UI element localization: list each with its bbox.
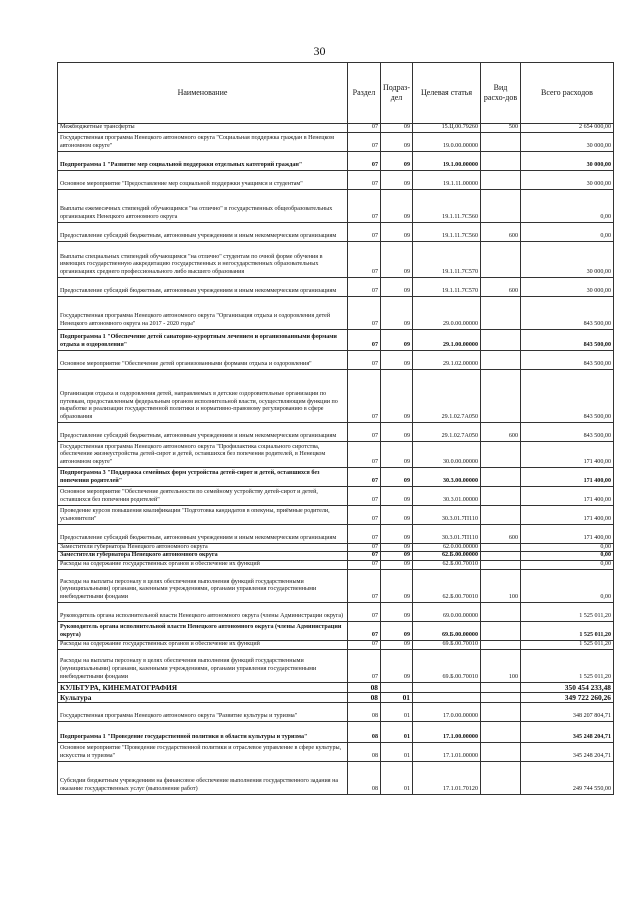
row-kind: 600 [481,277,521,296]
row-subsection: 09 [381,241,413,277]
row-target: 17.1.00.00000 [413,721,481,742]
row-kind [481,369,521,422]
row-target [413,692,481,702]
row-section: 08 [348,721,381,742]
row-target: 17.0.00.00000 [413,702,481,721]
row-section: 07 [348,132,381,151]
row-amount: 171 400,00 [521,441,614,467]
row-amount: 30 000,00 [521,132,614,151]
table-row [58,124,614,133]
table-row [58,222,614,241]
row-target: 69.0.00.00000 [413,602,481,621]
row-section: 08 [348,702,381,721]
table-row [58,721,614,742]
row-subsection: 09 [381,124,413,133]
table-row [58,277,614,296]
row-section: 07 [348,277,381,296]
row-subsection: 09 [381,151,413,170]
row-target [413,682,481,692]
row-amount: 1 525 011,20 [521,602,614,621]
row-amount: 1 525 011,20 [521,649,614,682]
row-subsection: 09 [381,602,413,621]
row-amount: 348 207 804,71 [521,702,614,721]
row-name: Проведение курсов повышения квалификации "Подготовка кандидатов в опекуны, приёмные родители, усыновители" [58,505,348,524]
row-amount: 843 500,00 [521,296,614,329]
row-name: Межбюджетные трансферты [58,124,348,133]
row-name: Государственная программа Ненецкого автономного округа "Организация отдыха и оздоровления детей Ненецкого автономного округа на 2017 - 2020 годы" [58,296,348,329]
row-section: 07 [348,222,381,241]
row-name: Подпрограмма 1 "Обеспечение детей санаторно-курортным лечением и организованными формами отдыха и оздоровления" [58,329,348,350]
row-name: Предоставление субсидий бюджетным, автономным учреждениям и иным некоммерческим организациям [58,422,348,441]
row-subsection: 01 [381,702,413,721]
row-section: 07 [348,124,381,133]
row-subsection: 01 [381,742,413,761]
row-kind [481,329,521,350]
table-row [58,189,614,222]
row-subsection: 09 [381,561,413,570]
row-kind [481,170,521,189]
header-section: Раздел [348,63,381,124]
row-name: Подпрограмма 3 "Поддержка семейных форм устройства детей-сирот и детей, оставшихся без попечения родителей" [58,467,348,486]
row-target: 69.Б.00.70010 [413,640,481,649]
row-amount: 171 400,00 [521,505,614,524]
row-subsection: 09 [381,350,413,369]
table-row [58,296,614,329]
row-amount: 30 000,00 [521,170,614,189]
header-target: Целевая статья [413,63,481,124]
row-amount: 0,00 [521,569,614,602]
row-subsection: 09 [381,296,413,329]
table-row [58,467,614,486]
row-kind [481,682,521,692]
table-header-row [58,63,614,124]
row-amount: 843 500,00 [521,422,614,441]
row-kind [481,296,521,329]
row-name: Заместители губернатора Ненецкого автономного округа [58,543,348,552]
row-target: 29.1.02.7А050 [413,422,481,441]
row-amount: 171 400,00 [521,467,614,486]
row-kind [481,702,521,721]
row-target: 19.1.11.7С570 [413,241,481,277]
row-name: Предоставление субсидий бюджетным, автономным учреждениям и иным некоммерческим организациям [58,277,348,296]
row-target: 19.1.11.7С560 [413,189,481,222]
table-row [58,132,614,151]
row-section: 07 [348,329,381,350]
row-subsection: 09 [381,524,413,543]
row-subsection: 09 [381,569,413,602]
row-target: 29.1.02.00000 [413,350,481,369]
row-amount: 0,00 [521,552,614,561]
row-subsection: 09 [381,369,413,422]
row-subsection: 09 [381,170,413,189]
row-kind: 500 [481,124,521,133]
row-kind [481,486,521,505]
row-name: Основное мероприятие "Обеспечение деятельности по семейному устройству детей-сирот и детей, оставшихся без попечения родителей" [58,486,348,505]
row-name: Государственная программа Ненецкого автономного округа "Развитие культуры и туризма" [58,702,348,721]
row-kind [481,467,521,486]
row-subsection: 01 [381,692,413,702]
row-name: Государственная программа Ненецкого автономного округа "Социальная поддержка граждан в Ненецком автономном округе" [58,132,348,151]
row-section: 07 [348,543,381,552]
row-subsection: 09 [381,277,413,296]
table-row [58,761,614,794]
table-row [58,561,614,570]
table-row [58,543,614,552]
row-subsection [381,682,413,692]
table-row [58,369,614,422]
row-amount: 171 400,00 [521,486,614,505]
row-target: 62.0.00.00000 [413,543,481,552]
row-kind [481,241,521,277]
row-target: 17.1.01.70120 [413,761,481,794]
row-section: 07 [348,422,381,441]
row-section: 07 [348,640,381,649]
row-name: Расходы на выплаты персоналу в целях обеспечения выполнения функций государственными (муниципальными) органами, казенными учреждениями, органами управления государственными внебюджетными фондами [58,569,348,602]
row-kind [481,621,521,640]
row-name: КУЛЬТУРА, КИНЕМАТОГРАФИЯ [58,682,348,692]
row-kind [481,552,521,561]
row-kind [481,602,521,621]
table-row [58,441,614,467]
row-kind [481,350,521,369]
row-kind [481,742,521,761]
row-kind [481,189,521,222]
row-name: Субсидии бюджетным учреждениям на финансовое обеспечение выполнения государственного задания на оказание государственных услуг (выполнение работ) [58,761,348,794]
row-kind: 600 [481,422,521,441]
row-subsection: 09 [381,649,413,682]
row-subsection: 09 [381,441,413,467]
row-target: 30.3.01.7П110 [413,505,481,524]
row-amount: 843 500,00 [521,369,614,422]
row-name: Подпрограмма 1 "Развитие мер социальной поддержки отдельных категорий граждан" [58,151,348,170]
row-amount: 2 654 000,00 [521,124,614,133]
table-row [58,640,614,649]
row-amount: 843 500,00 [521,329,614,350]
row-subsection: 09 [381,486,413,505]
row-name: Выплаты специальных стипендий обучающимся "на отлично" студентам по очной форме обучения в имеющих государственную аккредитацию государственных и негосударственных образовательных организациях среднего профессионального либо высшего образования [58,241,348,277]
row-target: 17.1.01.00000 [413,742,481,761]
row-section: 07 [348,649,381,682]
table-row [58,170,614,189]
row-target: 19.1.11.7С570 [413,277,481,296]
row-section: 07 [348,524,381,543]
expenditure-table [57,62,614,795]
row-name: Выплаты ежемесячных стипендий обучающимся "на отлично" в государственных общеобразовательных организациях Ненецкого автономного округа [58,189,348,222]
row-kind [481,692,521,702]
row-kind: 100 [481,649,521,682]
row-kind: 100 [481,569,521,602]
table-row [58,486,614,505]
row-section: 07 [348,621,381,640]
row-name: Предоставление субсидий бюджетным, автономным учреждениям и иным некоммерческим организациям [58,524,348,543]
row-name: Заместители губернатора Ненецкого автономного округа [58,552,348,561]
row-section: 07 [348,486,381,505]
header-name: Наименование [58,63,348,124]
row-subsection: 09 [381,505,413,524]
table-row [58,682,614,692]
row-section: 07 [348,561,381,570]
row-amount: 349 722 260,26 [521,692,614,702]
row-amount: 0,00 [521,561,614,570]
row-amount: 30 000,00 [521,241,614,277]
row-target: 62.Б.00.70010 [413,561,481,570]
table-row [58,621,614,640]
row-name: Основное мероприятие "Предоставление мер социальной поддержки учащимся и студентам" [58,170,348,189]
row-section: 07 [348,505,381,524]
row-target: 69.Б.00.70010 [413,649,481,682]
row-subsection: 01 [381,761,413,794]
row-target: 69.Б.00.00000 [413,621,481,640]
table-row [58,692,614,702]
row-name: Основное мероприятие "Проведение государственной политики и отраслевое управление в сфере культуры, искусства и туризма" [58,742,348,761]
row-target: 15.Ц.00.79260 [413,124,481,133]
row-target: 19.1.00.00000 [413,151,481,170]
table-row [58,742,614,761]
row-section: 07 [348,350,381,369]
row-section: 07 [348,441,381,467]
row-amount: 1 525 011,20 [521,621,614,640]
table-row [58,602,614,621]
row-amount: 350 454 233,48 [521,682,614,692]
row-section: 07 [348,296,381,329]
row-kind [481,721,521,742]
row-kind [481,151,521,170]
row-amount: 0,00 [521,189,614,222]
row-section: 08 [348,742,381,761]
header-kind: Вид расхо-дов [481,63,521,124]
row-name: Основное мероприятие "Обеспечение детей организованными формами отдыха и оздоровления" [58,350,348,369]
row-target: 62.Б.00.70010 [413,569,481,602]
row-target: 30.0.00.00000 [413,441,481,467]
row-name: Расходы на выплаты персоналу в целях обеспечения выполнения функций государственными (муниципальными) органами, казенными учреждениями, органами управления государственными внебюджетными фондами [58,649,348,682]
row-kind: 600 [481,222,521,241]
page-number: 30 [313,44,326,58]
row-target: 29.1.02.7А050 [413,369,481,422]
row-section: 07 [348,151,381,170]
row-name: Организация отдыха и оздоровления детей, направляемых в детские оздоровительные организации по путевкам, предоставленным федеральным органом исполнительной власти, осуществляющим функции по выработке и реализации государственной политики и нормативно-правовому регулированию в сфере образования [58,369,348,422]
row-amount: 0,00 [521,222,614,241]
row-name: Расходы на содержание государственных органов и обеспечение их функций [58,561,348,570]
row-target: 19.1.11.00000 [413,170,481,189]
row-amount: 345 248 204,71 [521,742,614,761]
row-subsection: 09 [381,552,413,561]
row-section: 07 [348,552,381,561]
table-row [58,524,614,543]
row-name: Расходы на содержание государственных органов и обеспечение их функций [58,640,348,649]
row-name: Руководитель органа исполнительной власти Ненецкого автономного округа (члены Администрации округа) [58,602,348,621]
row-target: 30.3.01.00000 [413,486,481,505]
row-kind [481,132,521,151]
row-subsection: 09 [381,329,413,350]
row-name: Культура [58,692,348,702]
header-total: Всего расходов [521,63,614,124]
row-name: Руководитель органа исполнительной власти Ненецкого автономного округа (члены Администрации округа) [58,621,348,640]
row-name: Подпрограмма 1 "Проведение государственной политики в области культуры и туризма" [58,721,348,742]
row-section: 07 [348,369,381,422]
row-name: Государственная программа Ненецкого автономного округа "Профилактика социального сиротства, обеспечение жизнеустройства детей-сирот и детей, оставшихся без попечения родителей, в Ненецком автономном округе" [58,441,348,467]
table-row [58,422,614,441]
row-kind [481,543,521,552]
row-target: 30.3.00.00000 [413,467,481,486]
row-subsection: 09 [381,467,413,486]
row-target: 62.Б.00.00000 [413,552,481,561]
row-target: 19.1.11.7С560 [413,222,481,241]
row-target: 19.0.00.00000 [413,132,481,151]
row-kind [481,441,521,467]
table-row [58,350,614,369]
row-target: 29.0.00.00000 [413,296,481,329]
row-section: 07 [348,569,381,602]
row-subsection: 09 [381,422,413,441]
row-section: 07 [348,602,381,621]
row-amount: 30 000,00 [521,151,614,170]
table-row [58,151,614,170]
row-amount: 30 000,00 [521,277,614,296]
row-kind: 600 [481,524,521,543]
row-kind [481,761,521,794]
row-section: 08 [348,682,381,692]
row-subsection: 09 [381,189,413,222]
row-section: 07 [348,189,381,222]
table-row [58,702,614,721]
table-row [58,241,614,277]
row-amount: 1 525 011,20 [521,640,614,649]
row-section: 08 [348,761,381,794]
row-subsection: 01 [381,721,413,742]
row-subsection: 09 [381,132,413,151]
row-section: 07 [348,467,381,486]
row-amount: 249 744 550,00 [521,761,614,794]
row-amount: 171 400,00 [521,524,614,543]
table-row [58,569,614,602]
row-amount: 843 500,00 [521,350,614,369]
row-subsection: 09 [381,621,413,640]
table-row [58,649,614,682]
row-section: 07 [348,170,381,189]
table-row [58,552,614,561]
row-section: 08 [348,692,381,702]
row-subsection: 09 [381,222,413,241]
header-subsection: Подраз-дел [381,63,413,124]
row-kind [481,505,521,524]
row-subsection: 09 [381,640,413,649]
row-kind [481,561,521,570]
table-row [58,329,614,350]
row-amount: 345 248 204,71 [521,721,614,742]
row-name: Предоставление субсидий бюджетным, автономным учреждениям и иным некоммерческим организациям [58,222,348,241]
row-kind [481,640,521,649]
row-subsection: 09 [381,543,413,552]
table-row [58,505,614,524]
row-target: 30.3.01.7П110 [413,524,481,543]
row-amount: 0,00 [521,543,614,552]
row-target: 29.1.00.00000 [413,329,481,350]
row-section: 07 [348,241,381,277]
